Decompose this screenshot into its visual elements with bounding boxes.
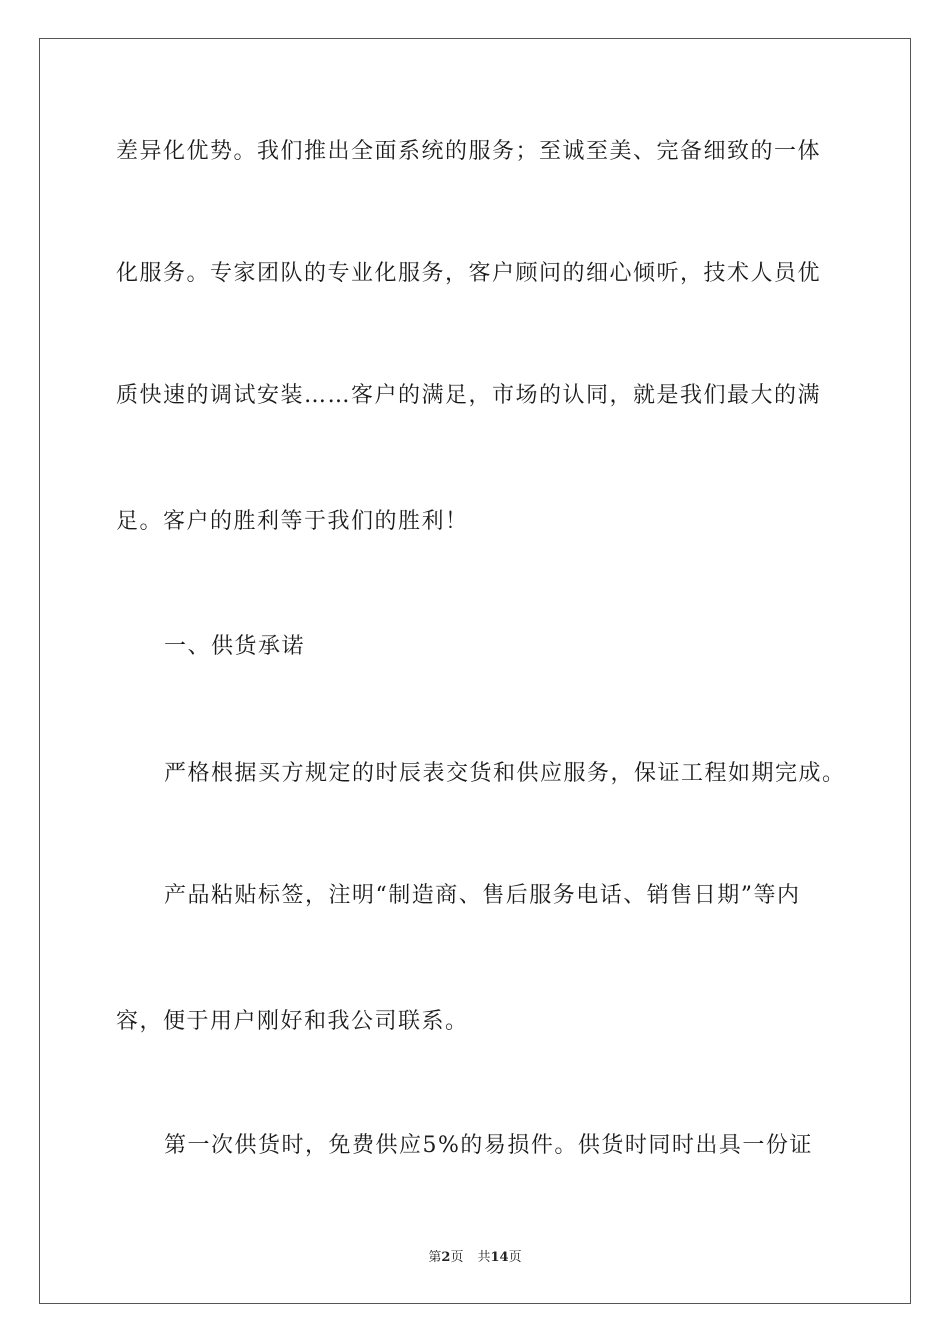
body-text-line-4: 足。客户的胜利等于我们的胜利！	[116, 509, 469, 534]
body-text-line-8: 第一次供货时，免费供应5%的易损件。供货时同时出具一份证	[164, 1133, 813, 1158]
footer-total-pages: 14	[490, 1250, 509, 1265]
body-text-line-5: 严格根据买方规定的时辰表交货和供应服务，保证工程如期完成。	[164, 761, 846, 786]
footer-total-suffix: 页	[508, 1250, 522, 1265]
body-text-line-7: 容，便于用户刚好和我公司联系。	[116, 1009, 469, 1034]
body-text-line-6: 产品粘贴标签，注明“制造商、售后服务电话、销售日期”等内	[164, 883, 801, 908]
body-text-line-2: 化服务。专家团队的专业化服务，客户顾问的细心倾听，技术人员优	[116, 261, 822, 286]
footer-total-prefix: 共	[477, 1250, 491, 1265]
body-text-line-3: 质快速的调试安装……客户的满足，市场的认同，就是我们最大的满	[116, 383, 822, 408]
footer-page-suffix: 页	[450, 1250, 464, 1265]
body-text-line-1: 差异化优势。我们推出全面系统的服务；至诚至美、完备细致的一体	[116, 139, 822, 164]
section-heading: 一、供货承诺	[164, 634, 306, 659]
footer-page-number: 2	[441, 1250, 451, 1265]
page-footer	[0, 1249, 950, 1267]
footer-page-prefix: 第	[428, 1250, 442, 1265]
page-border	[39, 38, 911, 1304]
